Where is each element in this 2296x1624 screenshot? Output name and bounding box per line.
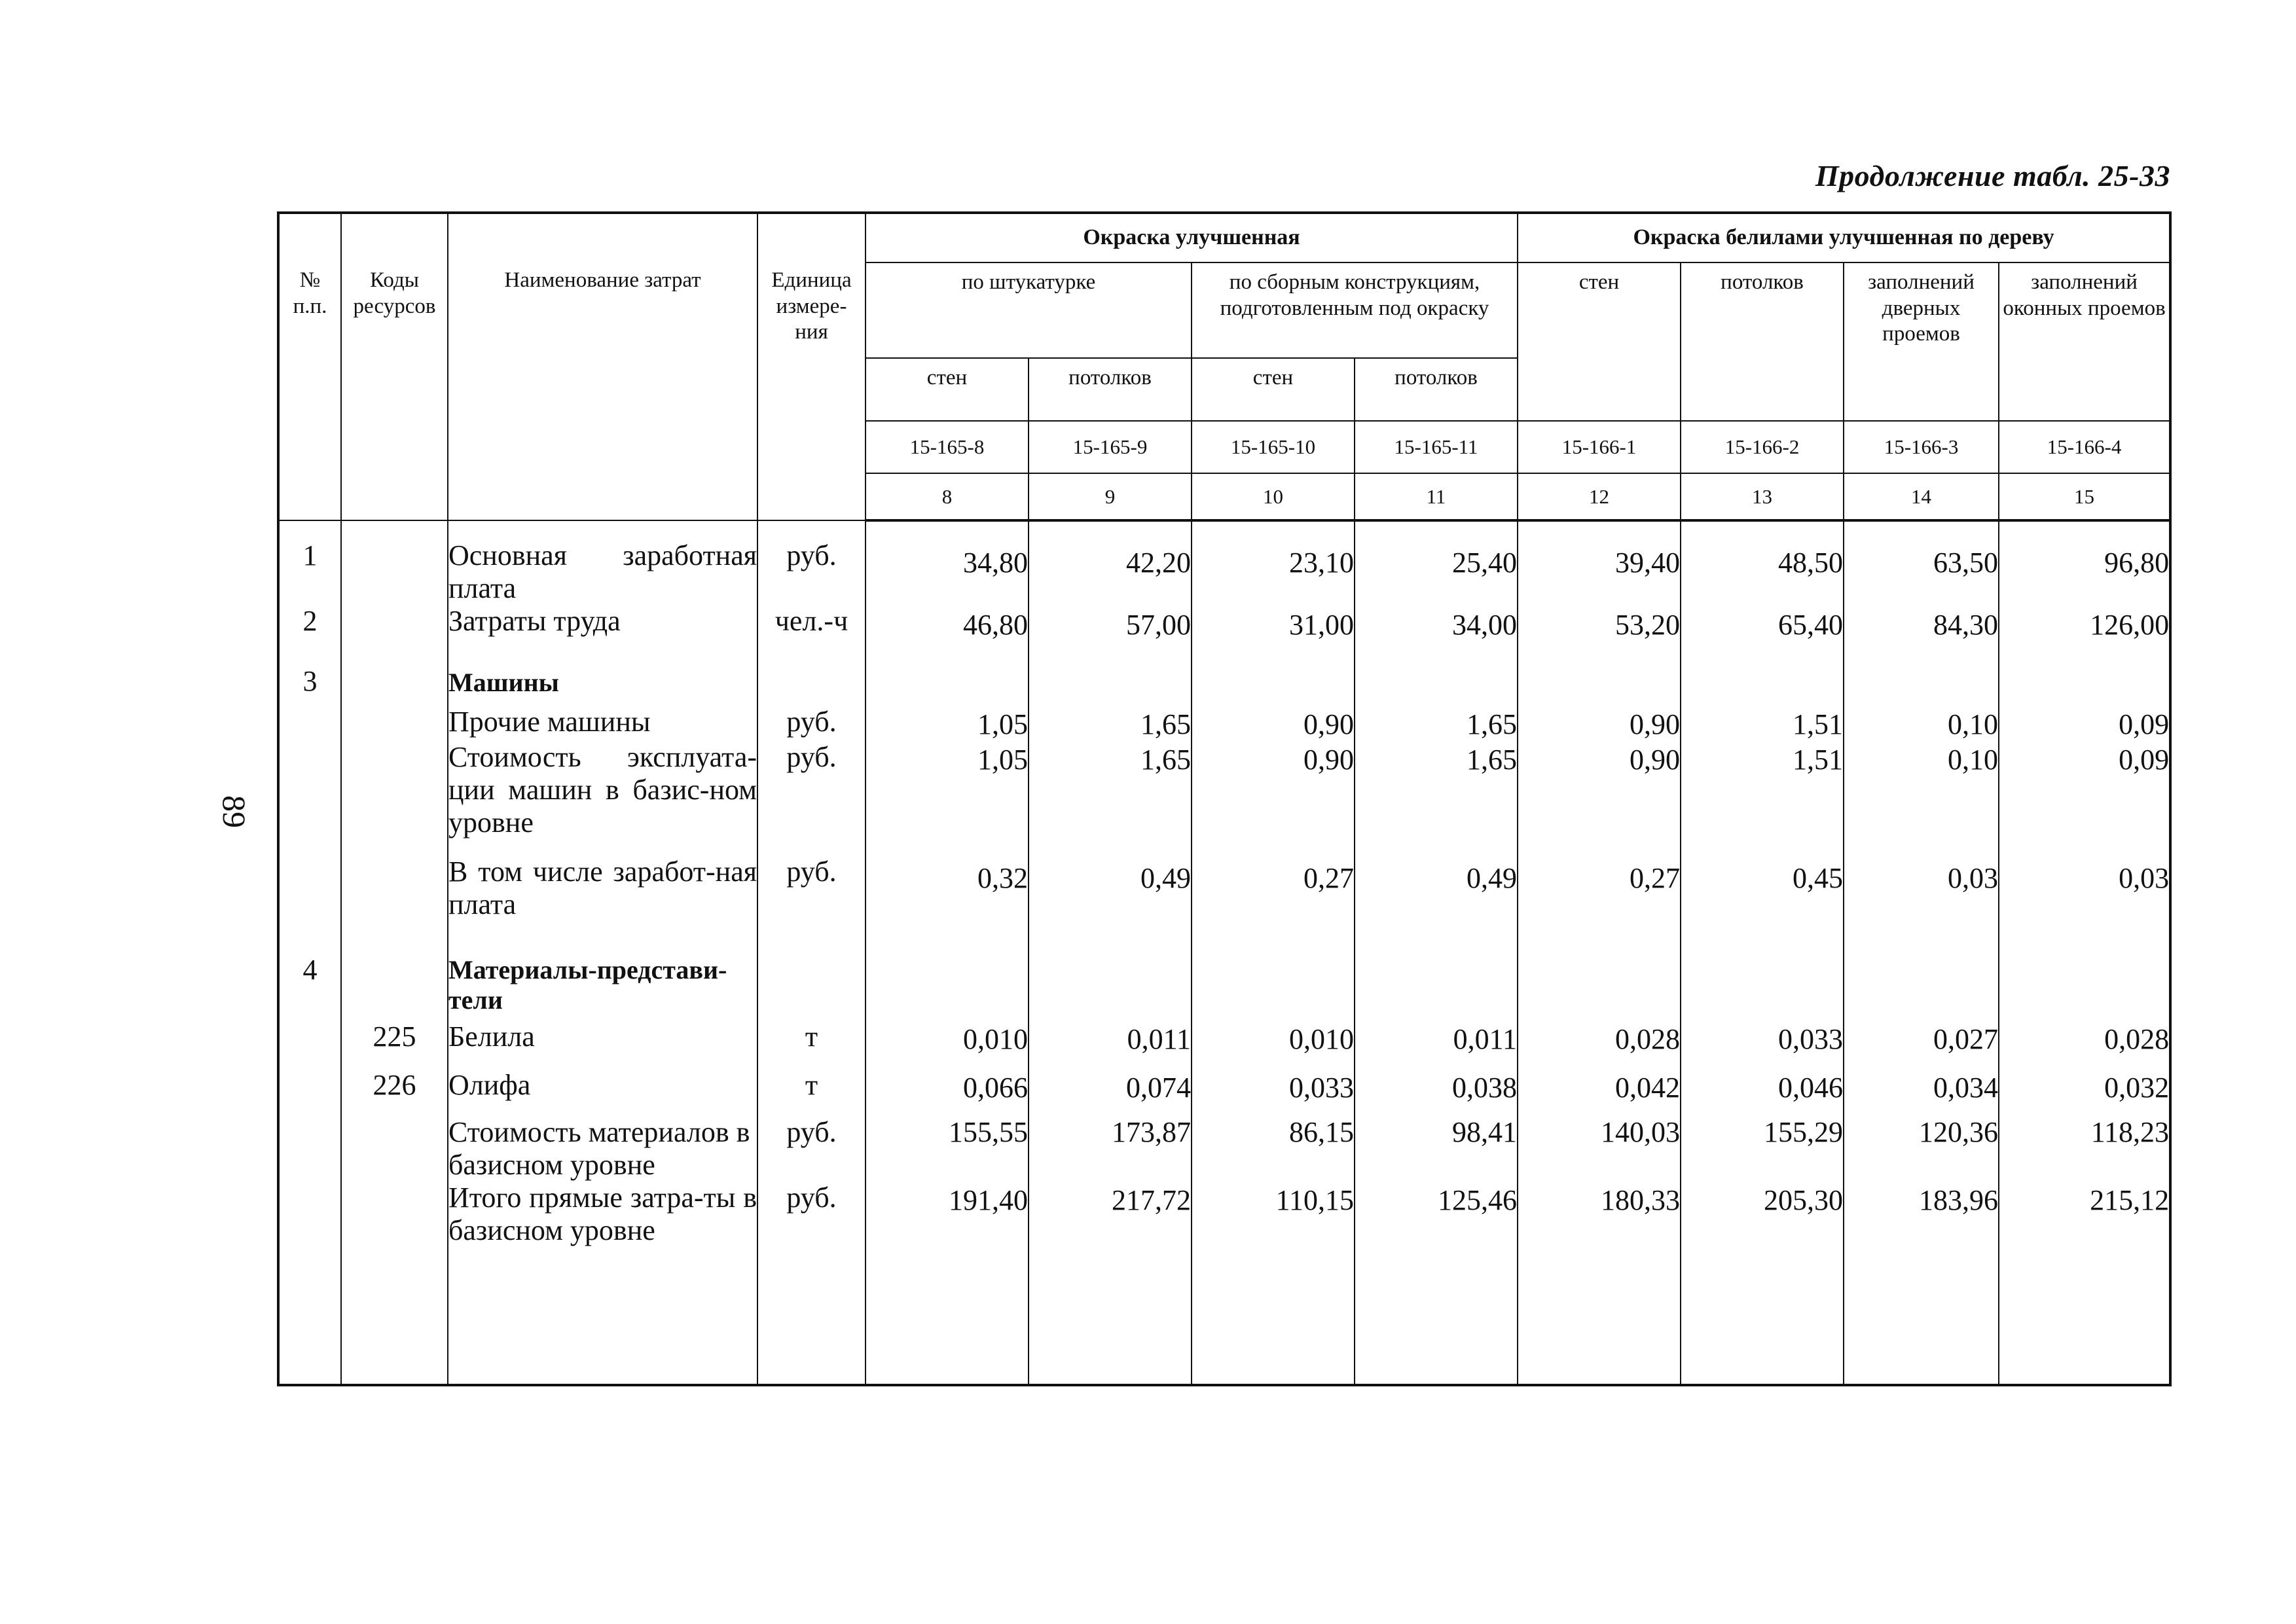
value-cell [1192,939,1355,1017]
unit: т [757,1017,866,1065]
value-cell: 0,10 [1844,741,1999,856]
empty-cell [1844,1254,1999,1385]
value-cell: 155,29 [1681,1112,1844,1182]
table-row [278,605,2170,659]
cost-name: Белила [448,1017,757,1065]
value-cell: 1,65 [1029,706,1192,741]
value-cell: 0,027 [1844,1017,1999,1065]
cost-name: Прочие машины [448,706,757,741]
value-cell: 0,10 [1844,706,1999,741]
value-cell: 0,011 [1029,1017,1192,1065]
value-cell: 0,90 [1192,741,1355,856]
header-code: 15-166-2 [1681,421,1844,473]
empty-cell [1029,1254,1192,1385]
value-cell: 205,30 [1681,1182,1844,1254]
value-cell: 118,23 [1999,1112,2170,1182]
value-cell: 155,55 [866,1112,1029,1182]
cost-name: Олифа [448,1065,757,1112]
header-code: 15-165-9 [1029,421,1192,473]
header-code: 15-166-4 [1999,421,2170,473]
row-number [278,1112,341,1182]
value-cell [1999,659,2170,706]
value-cell: 0,033 [1681,1017,1844,1065]
value-cell [1192,659,1355,706]
unit: руб. [757,1182,866,1254]
value-cell: 0,038 [1355,1065,1518,1112]
value-cell: 0,046 [1681,1065,1844,1112]
empty-cell [1681,1254,1844,1385]
row-number [278,741,341,856]
header-sub-prefab: по сборным конструкциям, подготовленным под окраску [1192,262,1518,358]
header-column-number: 12 [1518,473,1681,520]
value-cell [1029,659,1192,706]
value-cell [1355,659,1518,706]
resource-code: 226 [341,1065,448,1112]
value-cell: 53,20 [1518,605,1681,659]
header-codes: Коды ресурсов [341,213,448,520]
resource-code [341,741,448,856]
value-cell: 25,40 [1355,520,1518,605]
value-cell: 0,011 [1355,1017,1518,1065]
resource-code [341,1112,448,1182]
resource-code [341,939,448,1017]
table-row [278,1017,2170,1065]
cost-name: Стоимость эксплуата-ции машин в базис-ном уровне [448,741,757,856]
value-cell [1029,939,1192,1017]
header-column-number: 15 [1999,473,2170,520]
table-row [278,939,2170,1017]
page-number: 89 [216,795,253,828]
table-row [278,1182,2170,1254]
row-number [278,1182,341,1254]
empty-cell [341,1254,448,1385]
value-cell: 0,90 [1518,706,1681,741]
header-column-number: 13 [1681,473,1844,520]
empty-cell [1518,1254,1681,1385]
value-cell [1844,659,1999,706]
value-cell: 1,65 [1029,741,1192,856]
value-cell: 180,33 [1518,1182,1681,1254]
header-code: 15-166-1 [1518,421,1681,473]
value-cell: 215,12 [1999,1182,2170,1254]
cost-name: Затраты труда [448,605,757,659]
resource-code: 225 [341,1017,448,1065]
value-cell: 173,87 [1029,1112,1192,1182]
value-cell: 34,00 [1355,605,1518,659]
header-ceilings: потолков [1029,358,1192,421]
resource-code [341,659,448,706]
header-code: 15-166-3 [1844,421,1999,473]
header-ceilings-2: потолков [1681,262,1844,421]
unit [757,939,866,1017]
value-cell: 0,90 [1192,706,1355,741]
empty-cell [1192,1254,1355,1385]
value-cell: 0,49 [1355,856,1518,939]
value-cell: 0,27 [1518,856,1681,939]
table-row [278,741,2170,856]
value-cell [1518,659,1681,706]
header-column-number: 10 [1192,473,1355,520]
table-filler-row [278,1254,2170,1385]
unit: т [757,1065,866,1112]
table-body [278,520,2170,1385]
value-cell: 0,27 [1192,856,1355,939]
unit: руб. [757,856,866,939]
row-number [278,1017,341,1065]
header-group-whitewash: Окраска белилами улучшенная по дереву [1518,213,2170,262]
header-walls-2: стен [1518,262,1681,421]
value-cell: 0,32 [866,856,1029,939]
value-cell: 46,80 [866,605,1029,659]
value-cell: 0,028 [1999,1017,2170,1065]
resource-code [341,1182,448,1254]
table-row [278,1112,2170,1182]
value-cell: 1,05 [866,741,1029,856]
table-row [278,706,2170,741]
value-cell [1999,939,2170,1017]
section-heading: Материалы-представи-тели [448,939,757,1017]
value-cell: 63,50 [1844,520,1999,605]
cost-name: Стоимость материалов в базисном уровне [448,1112,757,1182]
value-cell: 57,00 [1029,605,1192,659]
empty-cell [757,1254,866,1385]
resource-code [341,856,448,939]
row-number [278,856,341,939]
value-cell: 31,00 [1192,605,1355,659]
value-cell: 65,40 [1681,605,1844,659]
header-no: № п.п. [278,213,341,520]
header-doors: заполнений дверных проемов [1844,262,1999,421]
value-cell: 0,074 [1029,1065,1192,1112]
table-caption: Продолжение табл. 25-33 [1815,159,2170,192]
header-column-number: 8 [866,473,1029,520]
header-code: 15-165-10 [1192,421,1355,473]
header-name: Наименование затрат [448,213,757,520]
value-cell: 125,46 [1355,1182,1518,1254]
cost-name: В том числе заработ-ная плата [448,856,757,939]
value-cell: 23,10 [1192,520,1355,605]
unit: руб. [757,741,866,856]
value-cell [1681,659,1844,706]
value-cell: 0,90 [1518,741,1681,856]
header-ceilings: потолков [1355,358,1518,421]
cost-name: Основная заработная плата [448,520,757,605]
value-cell: 0,010 [1192,1017,1355,1065]
value-cell [1355,939,1518,1017]
value-cell: 0,028 [1518,1017,1681,1065]
table-row [278,1065,2170,1112]
value-cell [1681,939,1844,1017]
header-column-number: 9 [1029,473,1192,520]
resource-code [341,605,448,659]
value-cell [866,939,1029,1017]
value-cell: 1,51 [1681,741,1844,856]
value-cell: 0,03 [1999,856,2170,939]
value-cell: 0,45 [1681,856,1844,939]
value-cell: 86,15 [1192,1112,1355,1182]
row-number [278,1065,341,1112]
value-cell: 0,03 [1844,856,1999,939]
value-cell: 96,80 [1999,520,2170,605]
header-sub-plaster: по штукатурке [866,262,1192,358]
header-code: 15-165-11 [1355,421,1518,473]
cost-name: Итого прямые затра-ты в базисном уровне [448,1182,757,1254]
value-cell: 120,36 [1844,1112,1999,1182]
unit: руб. [757,706,866,741]
row-number [278,706,341,741]
row-number: 4 [278,939,341,1017]
table-row [278,520,2170,605]
table-row [278,856,2170,939]
empty-cell [1999,1254,2170,1385]
row-number: 1 [278,520,341,605]
value-cell: 1,51 [1681,706,1844,741]
section-heading: Машины [448,659,757,706]
header-walls: стен [1192,358,1355,421]
unit [757,659,866,706]
header-column-number: 11 [1355,473,1518,520]
row-number: 2 [278,605,341,659]
empty-cell [1355,1254,1518,1385]
unit: руб. [757,1112,866,1182]
unit: руб. [757,520,866,605]
value-cell: 34,80 [866,520,1029,605]
value-cell: 0,033 [1192,1065,1355,1112]
header-group-improved: Окраска улучшенная [866,213,1518,262]
cost-table [277,211,2172,1386]
value-cell: 1,65 [1355,706,1518,741]
table-row [278,659,2170,706]
value-cell [1518,939,1681,1017]
value-cell: 110,15 [1192,1182,1355,1254]
value-cell: 126,00 [1999,605,2170,659]
value-cell: 217,72 [1029,1182,1192,1254]
value-cell: 48,50 [1681,520,1844,605]
value-cell: 0,032 [1999,1065,2170,1112]
value-cell: 42,20 [1029,520,1192,605]
unit: чел.-ч [757,605,866,659]
row-number: 3 [278,659,341,706]
value-cell [866,659,1029,706]
value-cell: 0,042 [1518,1065,1681,1112]
empty-cell [448,1254,757,1385]
value-cell: 0,066 [866,1065,1029,1112]
empty-cell [278,1254,341,1385]
header-code: 15-165-8 [866,421,1029,473]
value-cell: 191,40 [866,1182,1029,1254]
value-cell: 39,40 [1518,520,1681,605]
value-cell: 84,30 [1844,605,1999,659]
value-cell: 0,09 [1999,741,2170,856]
value-cell: 0,49 [1029,856,1192,939]
value-cell: 0,034 [1844,1065,1999,1112]
header-column-number: 14 [1844,473,1999,520]
header-windows: заполнений оконных проемов [1999,262,2170,421]
header-walls: стен [866,358,1029,421]
value-cell: 183,96 [1844,1182,1999,1254]
value-cell: 98,41 [1355,1112,1518,1182]
value-cell: 1,05 [866,706,1029,741]
value-cell [1844,939,1999,1017]
header-unit: Единица измере-ния [757,213,866,520]
empty-cell [866,1254,1029,1385]
value-cell: 1,65 [1355,741,1518,856]
value-cell: 0,010 [866,1017,1029,1065]
resource-code [341,706,448,741]
resource-code [341,520,448,605]
value-cell: 0,09 [1999,706,2170,741]
value-cell: 140,03 [1518,1112,1681,1182]
